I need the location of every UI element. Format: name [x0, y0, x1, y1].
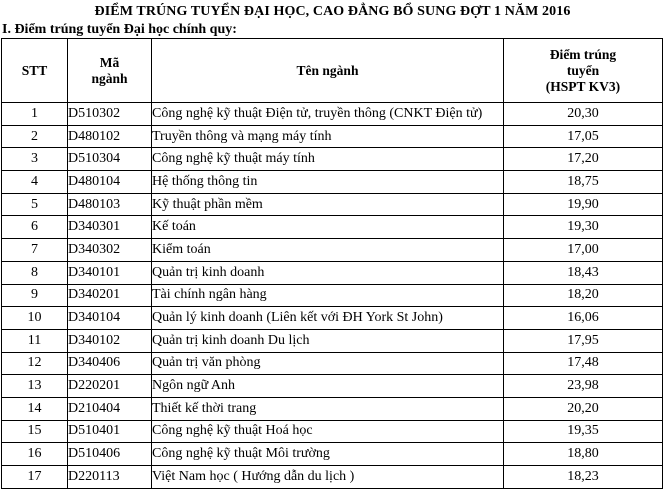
- header-score-line1: Điểm trúng: [549, 46, 617, 62]
- row-major-code: D340201: [68, 284, 152, 307]
- row-major-name: Công nghệ kỹ thuật máy tính: [152, 148, 504, 171]
- row-score: 19,90: [504, 193, 663, 216]
- row-score: 17,00: [504, 239, 663, 262]
- table-row: [2, 307, 663, 330]
- row-major-name: Ngôn ngữ Anh: [152, 375, 504, 398]
- row-score: 18,75: [504, 171, 663, 194]
- header-score-line3: (HSPT KV3): [545, 78, 621, 94]
- header-stt: STT: [2, 39, 68, 103]
- row-stt: 16: [2, 443, 68, 466]
- row-score: 17,48: [504, 352, 663, 375]
- row-major-name: Quản trị văn phòng: [152, 352, 504, 375]
- table-row: [2, 239, 663, 262]
- row-score: 23,98: [504, 375, 663, 398]
- row-major-code: D340301: [68, 216, 152, 239]
- row-major-name: Công nghệ kỹ thuật Điện tử, truyền thông (CNKT Điện tử): [152, 103, 504, 126]
- table-body: [2, 103, 663, 489]
- table-row: [2, 103, 663, 126]
- row-major-name: Quản lý kinh doanh (Liên kết với ĐH York St John): [152, 307, 504, 330]
- row-stt: 4: [2, 171, 68, 194]
- row-major-code: D480102: [68, 125, 152, 148]
- document-title: ĐIỂM TRÚNG TUYỂN ĐẠI HỌC, CAO ĐẲNG BỔ SUNG ĐỢT 1 NĂM 2016: [94, 4, 571, 19]
- row-major-name: Công nghệ kỹ thuật Môi trường: [152, 443, 504, 466]
- header-score-line2: tuyển: [566, 62, 600, 78]
- header-major-name: Tên ngành: [152, 39, 504, 103]
- row-score: 20,30: [504, 103, 663, 126]
- row-major-code: D220201: [68, 375, 152, 398]
- row-score: 18,80: [504, 443, 663, 466]
- row-score: 16,06: [504, 307, 663, 330]
- table-row: [2, 397, 663, 420]
- row-major-name: Kế toán: [152, 216, 504, 239]
- row-stt: 5: [2, 193, 68, 216]
- row-stt: 6: [2, 216, 68, 239]
- row-score: 17,05: [504, 125, 663, 148]
- row-stt: 10: [2, 307, 68, 330]
- row-major-name: Kỹ thuật phần mềm: [152, 193, 504, 216]
- row-major-code: D340406: [68, 352, 152, 375]
- header-major-code-line2: ngành: [91, 70, 128, 86]
- row-major-code: D340104: [68, 307, 152, 330]
- row-major-code: D220113: [68, 466, 152, 489]
- row-major-name: Kiểm toán: [152, 239, 504, 262]
- row-stt: 17: [2, 466, 68, 489]
- table-row: [2, 125, 663, 148]
- row-score: 19,30: [504, 216, 663, 239]
- row-score: 19,35: [504, 420, 663, 443]
- row-stt: 8: [2, 261, 68, 284]
- row-stt: 12: [2, 352, 68, 375]
- header-score: [504, 39, 663, 103]
- row-score: 17,20: [504, 148, 663, 171]
- row-score: 17,95: [504, 329, 663, 352]
- row-major-name: Truyền thông và mạng máy tính: [152, 125, 504, 148]
- table-row: [2, 443, 663, 466]
- row-stt: 3: [2, 148, 68, 171]
- row-major-name: Quản trị kinh doanh: [152, 261, 504, 284]
- table-row: [2, 148, 663, 171]
- admission-scores-table: [1, 38, 663, 489]
- row-stt: 15: [2, 420, 68, 443]
- row-major-code: D510304: [68, 148, 152, 171]
- header-major-code: [68, 39, 152, 103]
- row-major-code: D510302: [68, 103, 152, 126]
- row-score: 20,20: [504, 397, 663, 420]
- row-stt: 14: [2, 397, 68, 420]
- row-score: 18,20: [504, 284, 663, 307]
- table-row: [2, 171, 663, 194]
- table-row: [2, 352, 663, 375]
- row-stt: 13: [2, 375, 68, 398]
- row-score: 18,43: [504, 261, 663, 284]
- row-stt: 2: [2, 125, 68, 148]
- row-major-code: D510401: [68, 420, 152, 443]
- row-major-code: D340102: [68, 329, 152, 352]
- table-header: [2, 39, 663, 103]
- row-stt: 1: [2, 103, 68, 126]
- table-row: [2, 216, 663, 239]
- row-stt: 11: [2, 329, 68, 352]
- row-stt: 9: [2, 284, 68, 307]
- header-row: [2, 39, 663, 103]
- row-major-code: D340302: [68, 239, 152, 262]
- table-row: [2, 329, 663, 352]
- table-row: [2, 193, 663, 216]
- header-major-code-line1: Mã: [99, 54, 120, 70]
- row-major-name: Công nghệ kỹ thuật Hoá học: [152, 420, 504, 443]
- table-row: [2, 375, 663, 398]
- section-title: I. Điểm trúng tuyển Đại học chính quy:: [2, 22, 237, 37]
- row-major-name: Tài chính ngân hàng: [152, 284, 504, 307]
- row-major-name: Hệ thống thông tin: [152, 171, 504, 194]
- row-major-name: Quản trị kinh doanh Du lịch: [152, 329, 504, 352]
- table-row: [2, 466, 663, 489]
- table-row: [2, 261, 663, 284]
- row-major-code: D340101: [68, 261, 152, 284]
- row-major-code: D510406: [68, 443, 152, 466]
- row-stt: 7: [2, 239, 68, 262]
- row-major-name: Thiết kế thời trang: [152, 397, 504, 420]
- row-major-code: D210404: [68, 397, 152, 420]
- table-row: [2, 420, 663, 443]
- row-major-name: Việt Nam học ( Hướng dẫn du lịch ): [152, 466, 504, 489]
- row-major-code: D480104: [68, 171, 152, 194]
- row-major-code: D480103: [68, 193, 152, 216]
- table-row: [2, 284, 663, 307]
- row-score: 18,23: [504, 466, 663, 489]
